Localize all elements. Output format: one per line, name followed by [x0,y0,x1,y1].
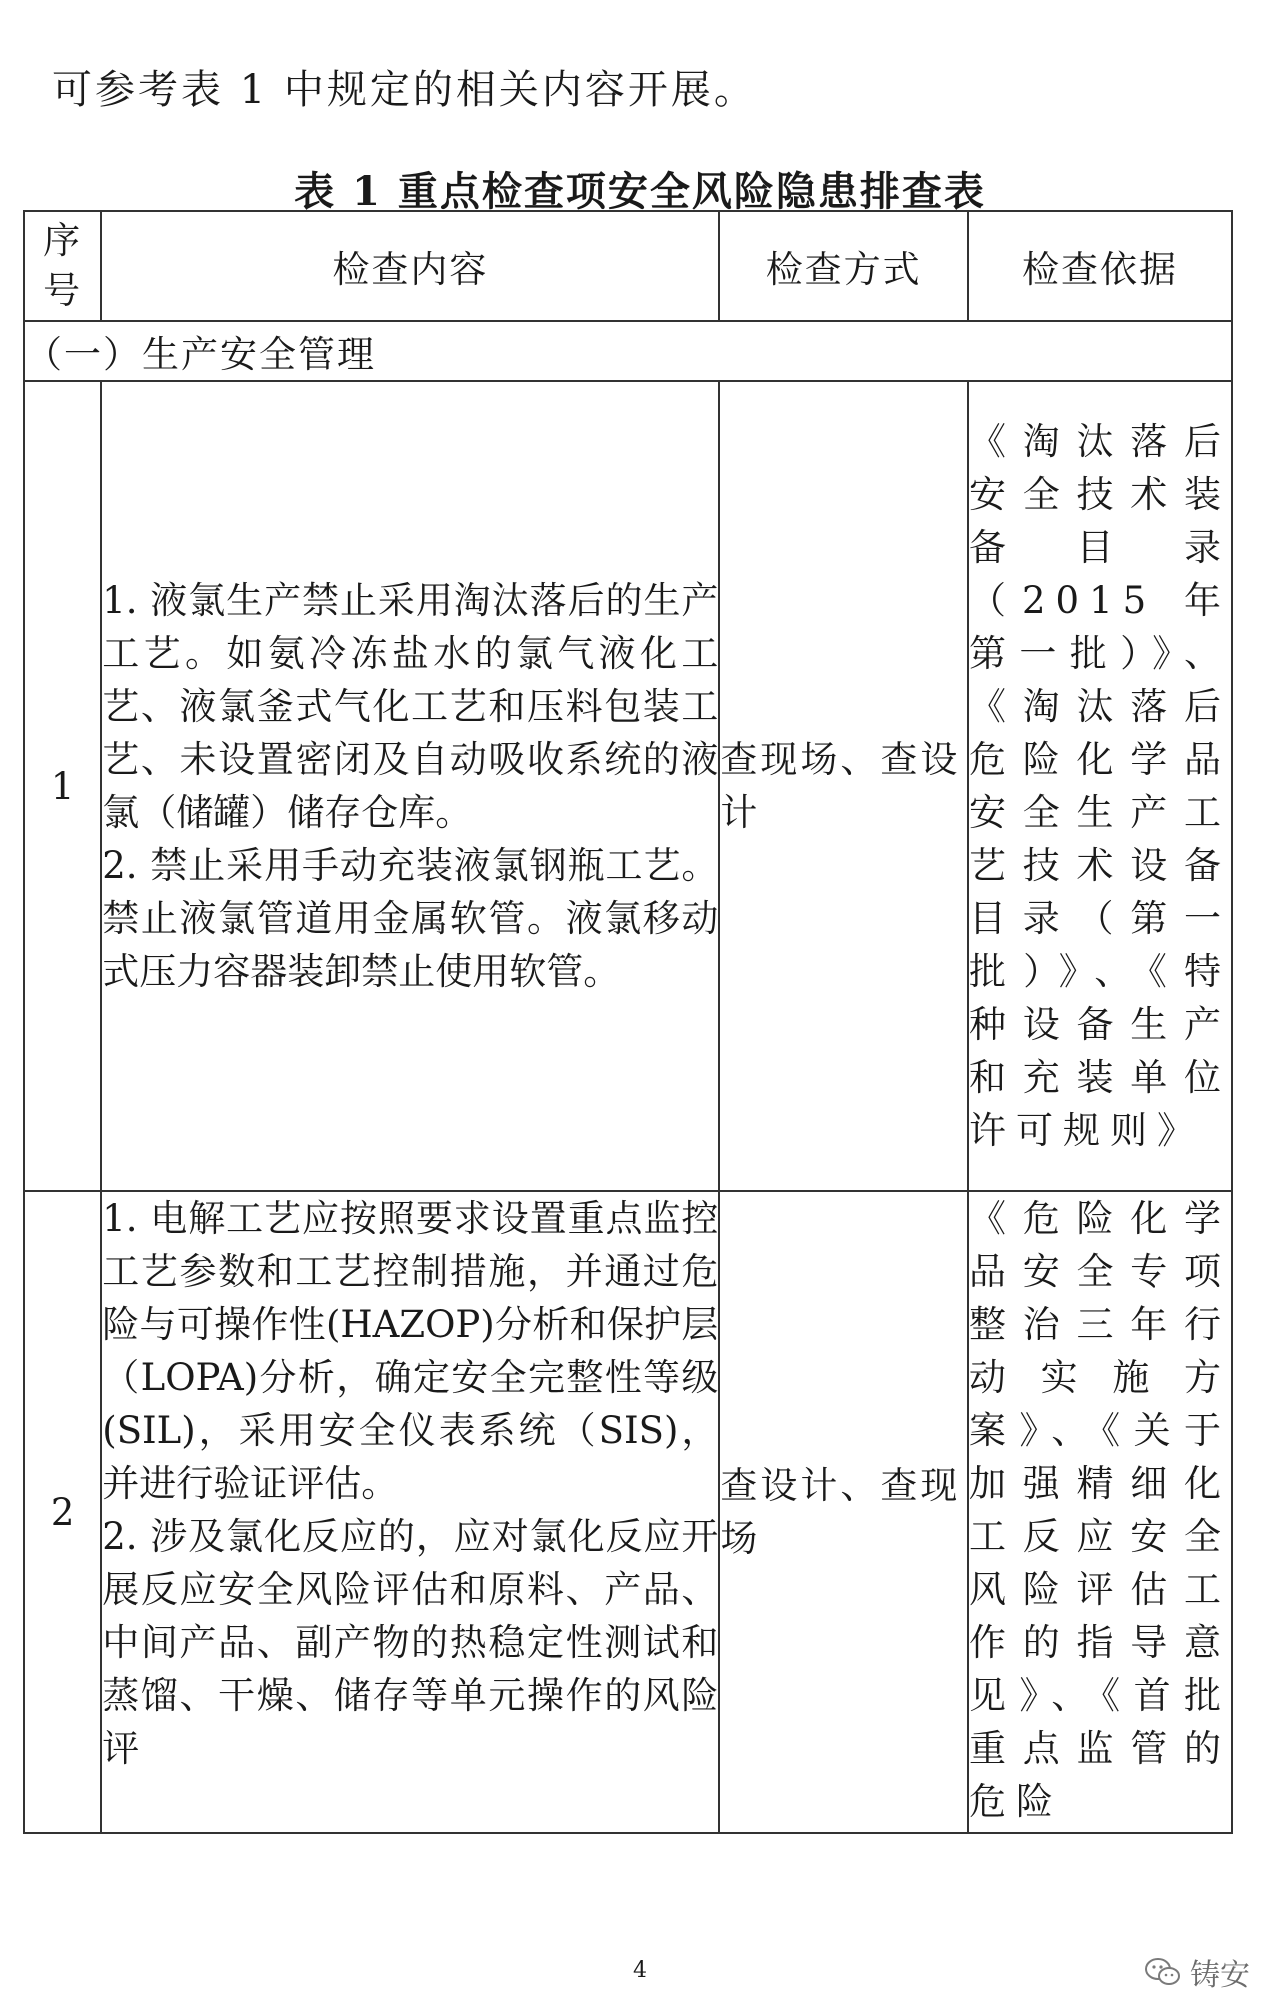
header-method: 检查方式 [719,211,968,321]
row-number: 2 [24,1191,101,1833]
row-content [101,1191,719,1833]
intro-text: 可参考表 1 中规定的相关内容开展。 [52,67,757,113]
header-basis: 检查依据 [968,211,1232,321]
header-seq: 序号 [24,211,101,321]
watermark [1144,1950,1250,1994]
content-item: 2. 涉及氯化反应的，应对氯化反应开展反应安全风险评估和原料、产品、中间产品、副产物的热稳定性测试和蒸馏、干燥、储存等单元操作的风险评 [102,1515,719,1770]
inspection-table [23,210,1233,1834]
row-content [101,381,719,1191]
row-basis: 《淘汰落后安全技术装备目录（2015 年第一批）》、《淘汰落后危险化学品安全生产工艺技术设备目录（第一批）》、《特种设备生产和充装单位许可规则》 [968,381,1232,1191]
header-row [24,211,1232,321]
content-item: 2. 禁止采用手动充装液氯钢瓶工艺。禁止液氯管道用金属软管。液氯移动式压力容器装卸禁止使用软管。 [102,844,719,993]
row-method: 查设计、查现场 [719,1191,968,1833]
content-item: 1. 液氯生产禁止采用淘汰落后的生产工艺。如氨冷冻盐水的氯气液化工艺、液氯釜式气化工艺和压料包装工艺、未设置密闭及自动吸收系统的液氯（储罐）储存仓库。 [102,579,719,834]
table-row [24,1191,1232,1833]
table-row [24,381,1232,1191]
watermark-text: 铸安 [1190,1958,1250,1993]
table-title: 表 1 重点检查项安全风险隐患排查表 [294,168,986,215]
row-number: 1 [24,381,101,1191]
header-content: 检查内容 [101,211,719,321]
wechat-icon [1144,1956,1182,1988]
content-item: 1. 电解工艺应按照要求设置重点监控工艺参数和工艺控制措施，并通过危险与可操作性(HAZOP)分析和保护层（LOPA)分析，确定安全完整性等级(SIL)，采用安全仪表系统（SIS)，并进行验证评估。 [102,1197,719,1505]
row-basis: 《危险化学品安全专项整治三年行动实施方案》、《关于加强精细化工反应安全风险评估工作的指导意见》、《首批重点监管的危险 [968,1191,1232,1833]
page-number: 4 [633,1958,647,1983]
section-title: （一）生产安全管理 [24,321,1232,381]
section-row [24,321,1232,381]
row-method: 查现场、查设计 [719,381,968,1191]
